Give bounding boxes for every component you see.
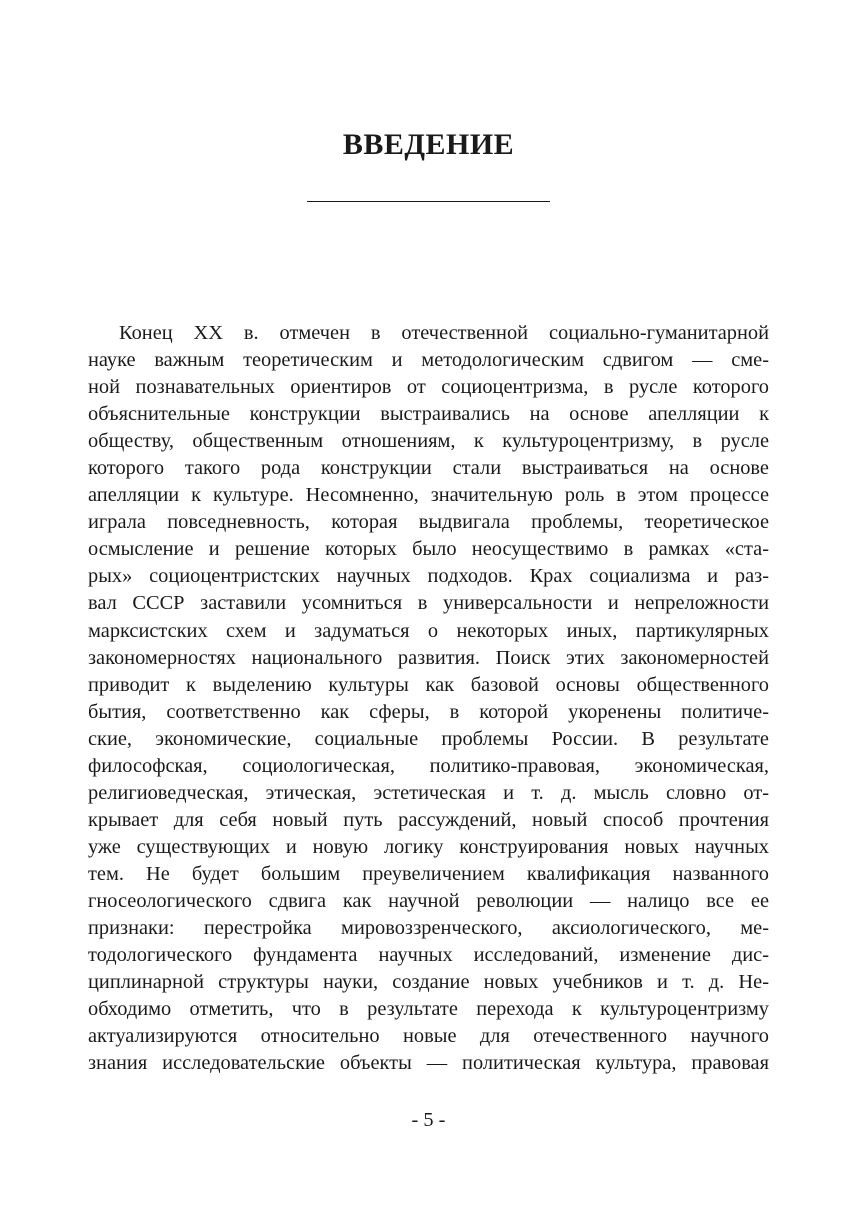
chapter-title: ВВЕДЕНИЕ — [342, 128, 515, 161]
text-line: обходимо отметить, что в результате перехода к культуроцентризму — [88, 998, 769, 1021]
text-line: которого такого рода конструкции стали выстраиваться на основе — [88, 457, 769, 480]
page-number: - 5 - — [411, 1109, 446, 1131]
text-line: вал СССР заставили усомниться в универсальности и непреложности — [88, 592, 769, 615]
body-paragraph — [88, 320, 769, 1077]
text-line: знания исследовательские объекты — политическая культура, правовая — [88, 1052, 769, 1075]
text-line: ские, экономические, социальные проблемы России. В результате — [88, 727, 769, 750]
text-line: марксистских схем и задуматься о некоторых иных, партикулярных — [88, 619, 769, 642]
text-line: рых» социоцентристских научных подходов. Крах социализма и раз- — [88, 565, 769, 588]
text-line: науке важным теоретическим и методологическим сдвигом — сме- — [88, 349, 769, 372]
text-line: признаки: перестройка мировоззренческого, аксиологического, ме- — [88, 917, 769, 940]
text-line: религиоведческая, этическая, эстетическая и т. д. мысль словно от- — [88, 781, 769, 804]
text-line: тем. Не будет большим преувеличением квалификация названного — [88, 862, 769, 885]
text-line: ной познавательных ориентиров от социоцентризма, в русле которого — [88, 376, 769, 399]
text-line: бытия, соответственно как сферы, в которой укоренены политиче- — [88, 700, 769, 723]
text-line: крывает для себя новый путь рассуждений, новый способ прочтения — [88, 808, 769, 831]
text-line: актуализируются относительно новые для отечественного научного — [88, 1025, 769, 1048]
text-line: уже существующих и новую логику конструирования новых научных — [88, 835, 769, 858]
text-line: приводит к выделению культуры как базовой основы общественного — [88, 673, 769, 696]
text-line: играла повседневность, которая выдвигала проблемы, теоретическое — [88, 511, 769, 534]
title-divider — [307, 201, 550, 202]
text-line: философская, социологическая, политико-правовая, экономическая, — [88, 754, 769, 777]
text-line: осмысление и решение которых было неосуществимо в рамках «ста- — [88, 538, 769, 561]
text-line: объяснительные конструкции выстраивались на основе апелляции к — [88, 403, 769, 426]
text-line: гносеологического сдвига как научной революции — налицо все ее — [88, 889, 769, 912]
text-line: циплинарной структуры науки, создание новых учебников и т. д. Не- — [88, 971, 769, 994]
text-line: закономерностях национального развития. Поиск этих закономерностей — [88, 646, 769, 669]
text-line: Конец XX в. отмечен в отечественной социально-гуманитарной — [119, 322, 769, 344]
text-line: обществу, общественным отношениям, к культуроцентризму, в русле — [88, 430, 769, 453]
text-line: апелляции к культуре. Несомненно, значительную роль в этом процессе — [88, 484, 769, 507]
text-line: тодологического фундамента научных исследований, изменение дис- — [88, 944, 769, 967]
